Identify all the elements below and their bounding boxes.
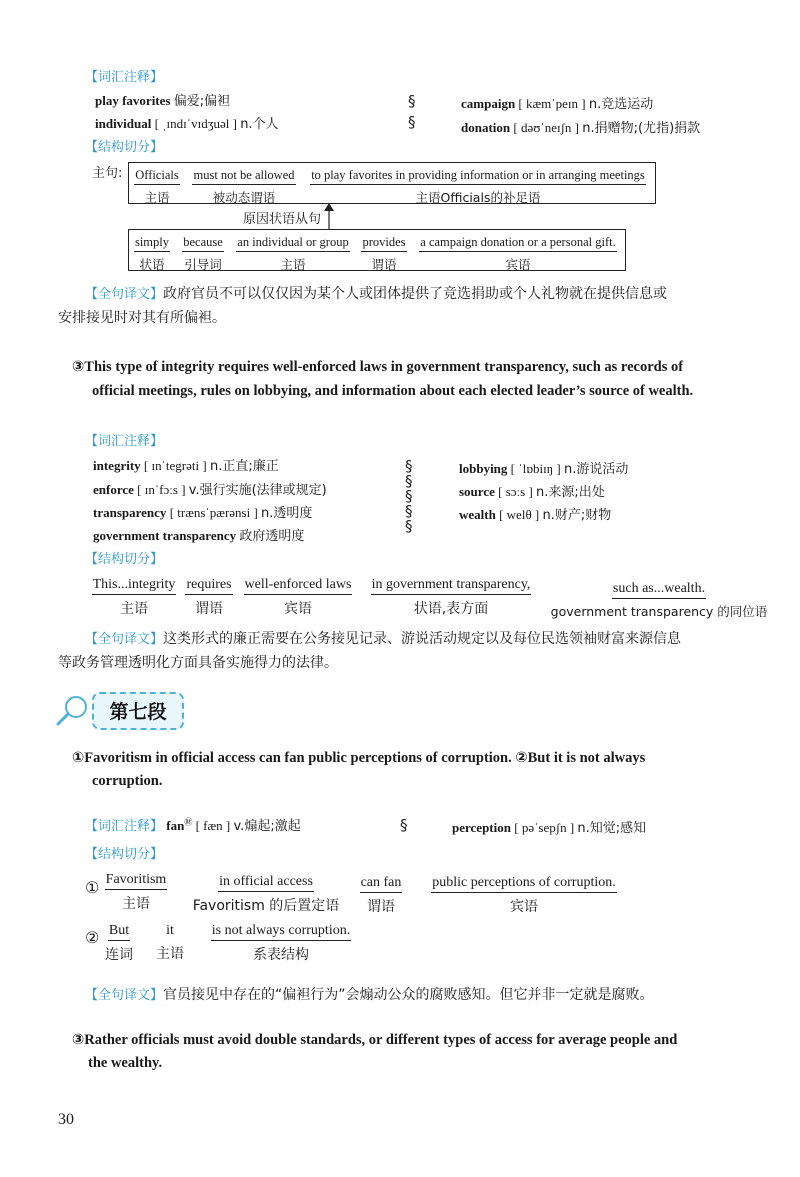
segment-text: is not always corruption. — [211, 923, 351, 941]
vocab-entry — [459, 481, 605, 500]
translation-tag: 【全句译文】 — [85, 287, 164, 302]
clause-segment — [178, 231, 228, 273]
vocab-entry — [461, 93, 653, 112]
translation-line — [85, 282, 667, 307]
clause-segment — [358, 231, 410, 273]
vocab-def: n.竞选运动 — [588, 97, 654, 112]
segment-label: 被动态谓语 — [212, 190, 276, 205]
vocab-pron: [ ɪnˈtegrəti ] — [143, 458, 207, 473]
divider-wave: § — [405, 472, 413, 490]
vocab-entry — [461, 117, 700, 136]
segment-label: 宾语 — [505, 257, 531, 272]
segment-label: 主语 — [280, 257, 306, 272]
sentence-text: Favoritism in official access can fan public perceptions of corruption. — [84, 750, 512, 766]
vocab-entry — [93, 455, 279, 474]
vocab-word: enforce — [93, 482, 134, 497]
vocab-def: v.煽起;激起 — [233, 819, 301, 834]
divider-wave: § — [405, 517, 413, 535]
segment-label: 引导词 — [184, 257, 222, 272]
segment-label: 主语 — [122, 896, 150, 912]
vocab-word: campaign — [461, 96, 516, 111]
translation-line — [85, 983, 654, 1008]
segment-text: to play favorites in providing information or in arranging meetings — [310, 168, 646, 185]
sentence-text: But it is not always — [527, 750, 646, 766]
segment-text: public perceptions of corruption. — [431, 875, 617, 893]
segment-text: must not be allowed — [192, 168, 295, 185]
translation-line: 等政务管理透明化方面具备实施得力的法律。 — [58, 655, 338, 671]
vocab-word: lobbying — [459, 461, 508, 476]
structure-tag: 【结构切分】 — [85, 552, 164, 567]
section-heading-box — [92, 692, 184, 730]
segment-text: such as...wealth. — [612, 581, 706, 599]
structure-tag: 【结构切分】 — [85, 140, 164, 155]
segment-label: 系表结构 — [253, 947, 309, 963]
divider-wave: § — [408, 92, 416, 110]
divider-wave: § — [405, 457, 413, 475]
segment-label: government transparency 的同位语 — [550, 604, 768, 619]
sentence-line — [72, 1032, 677, 1049]
vocab-pron: [ pəˈsepʃn ] — [514, 820, 575, 835]
vocab-def: n.透明度 — [261, 506, 313, 521]
vocab-word: integrity — [93, 458, 141, 473]
translation-text: 官员接见中存在的“偏袒行为”会煽动公众的腐败感知。但它并非一定就是腐败。 — [163, 987, 654, 1003]
arrow-label: 原因状语从句 — [243, 212, 322, 227]
vocab-pron: [ trænsˈpærənsi ] — [169, 505, 258, 520]
segment-label: Favoritism 的后置定语 — [192, 898, 340, 914]
translation-line: 安排接见时对其有所偏袒。 — [58, 310, 226, 326]
translation-line — [85, 627, 681, 652]
clause-segment — [238, 573, 358, 618]
vocab-def: v.强行实施(法律或规定) — [188, 483, 327, 498]
vocab-pron: [ sɔːs ] — [498, 484, 533, 499]
sentence-number: ② — [515, 750, 528, 766]
clause-segment — [131, 231, 173, 273]
segment-text: requires — [185, 577, 232, 595]
vocab-pron: [ kæmˈpeɪn ] — [518, 96, 586, 111]
sentence-line — [72, 750, 645, 767]
segment-text: provides — [361, 235, 406, 252]
sentence-number: ③ — [72, 1032, 85, 1048]
segment-text: a campaign donation or a personal gift. — [419, 235, 616, 252]
segment-label: 谓语 — [367, 899, 395, 915]
vocab-def: n.财产;财物 — [542, 508, 612, 523]
segment-text: well-enforced laws — [244, 577, 353, 595]
sentence-line: official meetings, rules on lobbying, and information about each elected leader’s source of wealth. — [92, 383, 694, 399]
vocab-def: n.正直;廉正 — [209, 459, 279, 474]
segment-text: in government transparency, — [371, 577, 532, 595]
vocab-entry — [95, 90, 230, 109]
vocab-word: perception — [452, 820, 511, 835]
structure-tag: 【结构切分】 — [85, 847, 164, 862]
segment-label: 主语 — [156, 946, 184, 962]
vocab-entry — [459, 458, 628, 477]
clause-number: ① — [85, 878, 100, 897]
divider-wave: § — [400, 816, 408, 834]
divider-wave: § — [408, 113, 416, 131]
vocab-def: n.捐赠物;(尤指)捐款 — [582, 121, 701, 136]
vocab-def: n.来源;出处 — [536, 485, 605, 500]
segment-text: simply — [134, 235, 170, 252]
clause-segment — [233, 231, 353, 273]
vocab-entry — [93, 525, 304, 544]
segment-text: it — [166, 923, 174, 938]
clause-segment — [150, 919, 190, 963]
sentence-line: the wealthy. — [88, 1055, 163, 1071]
segment-label: 状语 — [139, 257, 165, 272]
translation-tag: 【全句译文】 — [85, 632, 164, 647]
clause-segment — [88, 573, 180, 618]
vocab-def: n.知觉;感知 — [577, 821, 647, 836]
vocab-word: wealth — [459, 507, 496, 522]
vocab-tag: 【词汇注释】 — [85, 819, 164, 834]
segment-text: in official access — [218, 874, 314, 892]
vocab-def: n.游说活动 — [563, 462, 629, 477]
vocab-entry — [93, 479, 327, 498]
translation-text: 政府官员不可以仅仅因为某个人或团体提供了竞选捐助或个人礼物就在提供信息或 — [163, 286, 668, 302]
clause-segment — [418, 871, 630, 916]
clause-segment — [416, 231, 620, 273]
clause-number: ② — [85, 928, 100, 947]
clause-segment — [186, 870, 346, 915]
segment-label: 连词 — [105, 947, 133, 963]
clause-segment — [132, 164, 182, 206]
vocab-tag: 【词汇注释】 — [85, 434, 164, 449]
segment-label: 主语 — [144, 190, 170, 205]
vocab-def: n.个人 — [240, 117, 279, 132]
segment-label: 宾语 — [284, 601, 312, 617]
page-number: 30 — [58, 1111, 74, 1128]
sentence-line — [72, 359, 683, 376]
up-arrow-icon — [322, 202, 336, 230]
divider-wave: § — [405, 502, 413, 520]
segment-text: can fan — [360, 875, 403, 893]
segment-label: 宾语 — [510, 899, 538, 915]
clause-segment — [362, 573, 540, 618]
sentence-line: corruption. — [92, 773, 163, 789]
clause-segment — [352, 871, 410, 916]
segment-text: This...integrity — [92, 577, 177, 595]
vocab-pron: [ fæn ] — [195, 818, 231, 833]
vocab-pron: [ dəʊˈneɪʃn ] — [513, 120, 579, 135]
segment-label: 主语 — [120, 601, 148, 617]
vocab-entry — [452, 817, 646, 836]
segment-label: 状语,表方面 — [413, 601, 489, 617]
vocab-entry — [95, 113, 279, 132]
divider-wave: § — [405, 487, 413, 505]
vocab-pron: [ ɪnˈfɔːs ] — [137, 482, 186, 497]
translation-text: 这类形式的廉正需要在公务接见记录、游说活动规定以及每位民选领袖财富来源信息 — [163, 631, 682, 647]
vocab-word: government transparency — [93, 528, 237, 543]
segment-text: Favoritism — [105, 872, 168, 890]
sentence-text: This type of integrity requires well-enforced laws in government transparency, such as records of — [84, 359, 684, 375]
vocab-word: fan — [166, 818, 185, 833]
vocab-pron: [ welθ ] — [499, 507, 540, 522]
fan-marker-icon: ㊖ — [184, 817, 193, 827]
sentence-number: ① — [72, 750, 85, 766]
segment-text: an individual or group — [236, 235, 349, 252]
vocab-tag: 【词汇注释】 — [85, 70, 164, 85]
clause-segment — [184, 573, 234, 618]
clause-segment — [100, 868, 172, 913]
section-title: 第七段 — [109, 701, 167, 723]
magnifier-icon — [55, 694, 91, 728]
clause-segment — [188, 164, 300, 206]
sentence-number: ③ — [72, 359, 85, 375]
clause-segment — [544, 577, 774, 620]
vocab-word: individual — [95, 116, 152, 131]
clause-segment — [100, 919, 138, 964]
main-clause-label: 主句: — [92, 166, 123, 181]
vocab-entry — [459, 504, 611, 523]
vocab-pron: [ ˌɪndɪˈvɪdʒuəl ] — [154, 116, 237, 131]
vocab-word: play favorites — [95, 93, 171, 108]
sentence-text: Rather officials must avoid double standards, or different types of access for average people and — [84, 1032, 678, 1048]
segment-label: 谓语 — [195, 601, 223, 617]
vocab-word: transparency — [93, 505, 167, 520]
segment-label: 谓语 — [371, 257, 397, 272]
vocab-def: 政府透明度 — [239, 529, 305, 544]
vocab-word: source — [459, 484, 495, 499]
translation-tag: 【全句译文】 — [85, 988, 164, 1003]
vocab-word: donation — [461, 120, 511, 135]
segment-text: because — [182, 235, 224, 252]
clause-segment — [306, 164, 650, 206]
vocab-entry — [85, 815, 301, 834]
vocab-pron: [ ˈlɒbiɪŋ ] — [510, 461, 561, 476]
segment-text: Officials — [134, 168, 180, 185]
segment-label: 主语Officials的补足语 — [415, 190, 541, 205]
segment-text: But — [108, 923, 130, 941]
vocab-entry — [93, 502, 312, 521]
clause-segment — [202, 919, 360, 964]
vocab-def: 偏爱;偏袒 — [173, 94, 231, 109]
